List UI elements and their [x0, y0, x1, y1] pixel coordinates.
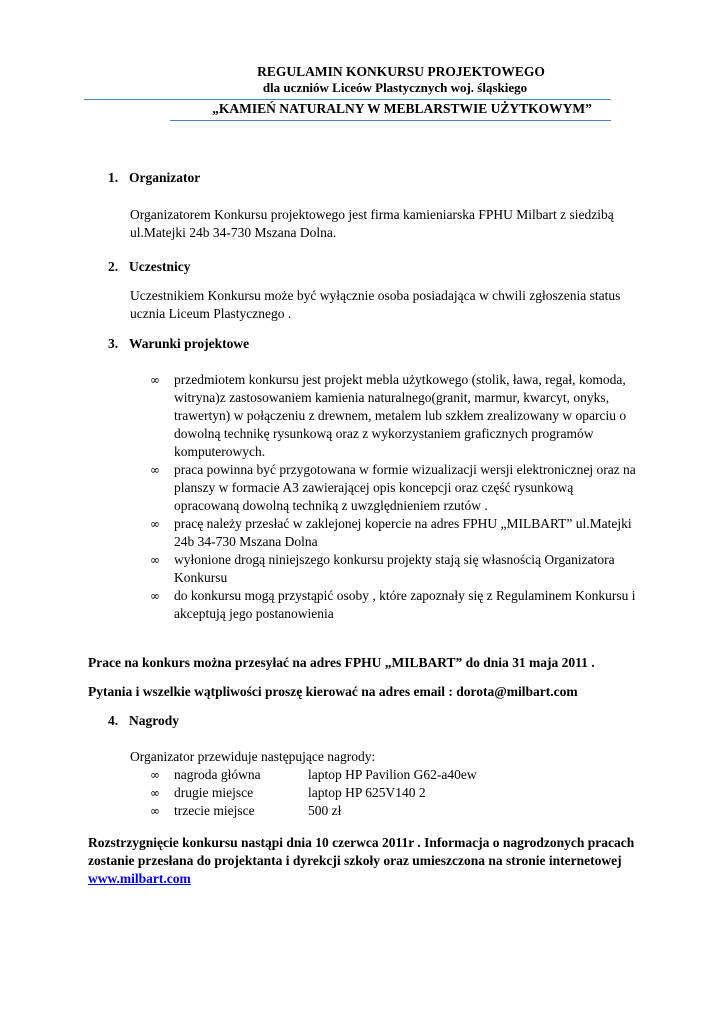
infinity-bullet-icon: ∞ — [150, 589, 160, 603]
section-number: 3. — [108, 336, 119, 351]
header-rule-top — [84, 99, 611, 100]
document-title: REGULAMIN KONKURSU PROJEKTOWEGO — [257, 64, 545, 79]
section-heading-conditions — [108, 336, 249, 352]
prize-row — [150, 784, 477, 802]
infinity-bullet-icon: ∞ — [150, 786, 160, 800]
results-text: Rozstrzygnięcie konkursu nastąpi dnia 10 czerwca 2011r . Informacja o nagrodzonych pracach zostanie przesłana do projektanta i dyrekcji szkoły oraz umieszczona na stronie internetowej — [88, 835, 635, 868]
section-number: 1. — [108, 170, 119, 185]
prize-place: trzecie miejsce — [174, 803, 255, 818]
prizes-intro: Organizator przewiduje następujące nagrody: — [130, 749, 376, 764]
infinity-bullet-icon: ∞ — [150, 553, 160, 567]
prize-row — [150, 766, 477, 784]
conditions-list — [150, 371, 640, 623]
infinity-bullet-icon: ∞ — [150, 517, 160, 531]
website-link[interactable]: www.milbart.com — [88, 871, 191, 886]
section-title: Organizator — [129, 170, 201, 185]
section-heading-prizes — [108, 713, 179, 729]
infinity-bullet-icon: ∞ — [150, 804, 160, 818]
list-item: ∞ praca powinna być przygotowana w formie wizualizacji wersji elektronicznej oraz na planszy w formacie A3 zawierającej opis koncepcji oraz część rysunkową opracowaną dowolną techniką z uwzględnieniem rzutów . — [150, 462, 636, 513]
document-subtitle: dla uczniów Liceów Plastycznych woj. śląskiego — [262, 80, 528, 95]
contest-theme: „KAMIEŃ NATURALNY W MEBLARSTWIE UŻYTKOWYM” — [212, 101, 592, 116]
section-heading-organizer — [108, 170, 200, 186]
section-number: 2. — [108, 259, 119, 274]
organizer-text: Organizatorem Konkursu projektowego jest firma kamieniarska FPHU Milbart z siedzibą ul.Matejki 24b 34-730 Mszana Dolna. — [130, 207, 614, 240]
infinity-bullet-icon: ∞ — [150, 463, 160, 477]
prize-name: 500 zł — [308, 803, 342, 818]
section-title: Uczestnicy — [129, 259, 191, 274]
list-item: ∞ do konkursu mogą przystąpić osoby , które zapoznały się z Regulaminem Konkursu i akceptują jego postanowienia — [150, 588, 636, 621]
section-title: Warunki projektowe — [129, 336, 250, 351]
list-item: ∞ przedmiotem konkursu jest projekt mebla użytkowego (stolik, ława, regał, komoda, witryna)z zastosowaniem kamienia naturalnego(granit, marmur, kwarcyt, onyks, trawertyn) w połączeniu z drewnem, metalem lub szkłem zrealizowany w oparciu o dowolną technikę rysunkową oraz z wykorzystaniem graficznych programów komputerowych. — [150, 372, 627, 459]
deadline-notice: Prace na konkurs można przesyłać na adres FPHU „MILBART” do dnia 31 maja 2011 . — [88, 655, 595, 670]
results-announcement — [88, 834, 648, 888]
prize-name: laptop HP Pavilion G62-a40ew — [308, 767, 477, 782]
prizes-list — [150, 766, 477, 820]
list-item: ∞ wyłonione drogą niniejszego konkursu projekty stają się własnością Organizatora Konkursu — [150, 552, 615, 585]
infinity-bullet-icon: ∞ — [150, 373, 160, 387]
section-title: Nagrody — [129, 713, 180, 728]
infinity-bullet-icon: ∞ — [150, 768, 160, 782]
section-heading-participants — [108, 259, 190, 275]
section-number: 4. — [108, 713, 119, 728]
prize-row — [150, 802, 477, 820]
list-item: ∞ pracę należy przesłać w zaklejonej kopercie na adres FPHU „MILBART” ul.Matejki 24b 34-730 Mszana Dolna — [150, 516, 632, 549]
participants-text: Uczestnikiem Konkursu może być wyłącznie osoba posiadająca w chwili zgłoszenia status ucznia Liceum Plastycznego . — [130, 288, 621, 321]
header-rule-bottom — [170, 120, 611, 121]
document-header — [0, 64, 724, 96]
prize-place: drugie miejsce — [174, 785, 254, 800]
prize-name: laptop HP 625V140 2 — [308, 785, 426, 800]
prize-place: nagroda główna — [174, 767, 261, 782]
questions-notice: Pytania i wszelkie wątpliwości proszę kierować na adres email : dorota@milbart.com — [88, 684, 578, 699]
